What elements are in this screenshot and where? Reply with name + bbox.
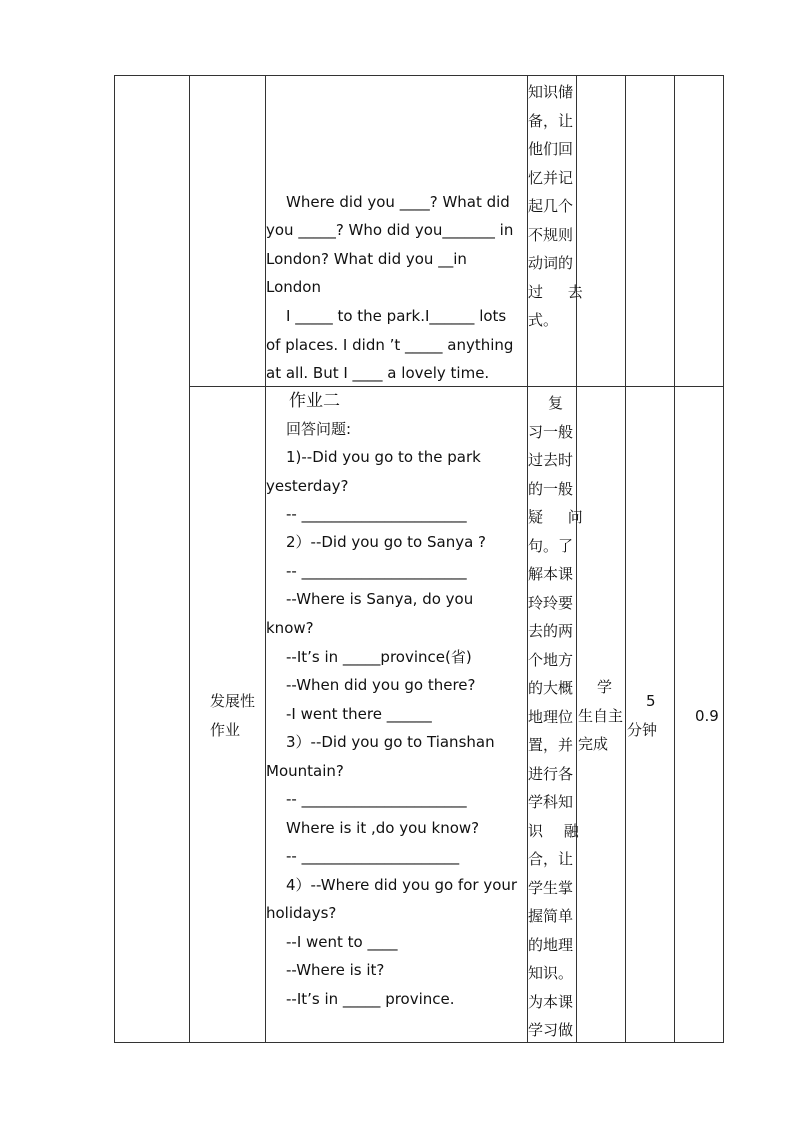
- purpose-line: 学习做: [528, 1021, 574, 1039]
- mode-label: 生自主: [578, 707, 624, 725]
- content-line: I _____ to the park.I______ lots: [286, 307, 507, 325]
- purpose-line: 的大概: [528, 679, 574, 697]
- content-line: Where is it ,do you know?: [286, 819, 480, 837]
- purpose-line: [528, 817, 578, 846]
- purpose-line: 学科知: [528, 793, 574, 811]
- content-line: know?: [266, 619, 314, 637]
- purpose-line: 为本课: [528, 992, 574, 1011]
- content-line: -- ______________________: [286, 505, 467, 523]
- purpose-line: 备，让: [528, 111, 574, 130]
- content-line: -- ______________________: [286, 562, 467, 580]
- purpose-line: 去的两: [528, 622, 574, 640]
- table-border-left: [114, 75, 115, 1043]
- purpose-line: 句。了: [528, 536, 574, 555]
- purpose-line: 地理位: [528, 707, 574, 726]
- purpose-line: 复: [548, 394, 564, 412]
- row2-purpose-cell: [528, 389, 583, 1045]
- purpose-line: 解本课: [528, 565, 574, 583]
- content-line: London: [266, 278, 321, 296]
- purpose-line: 进行各: [528, 764, 574, 783]
- content-line: 4）--Where did you go for your: [286, 876, 518, 894]
- category-label: 作业: [210, 721, 241, 739]
- table-border-right: [723, 75, 724, 1043]
- mode-label: 学: [597, 678, 613, 696]
- row-divider: [189, 386, 724, 387]
- purpose-line: 的一般: [528, 479, 574, 498]
- purpose-line: 过去时: [528, 451, 574, 469]
- purpose-line: 个地方: [528, 650, 574, 669]
- purpose-line: 他们回: [528, 140, 574, 158]
- content-line: Mountain?: [266, 762, 344, 780]
- content-line: holidays?: [266, 904, 337, 922]
- content-line: --I went to ____: [286, 933, 398, 951]
- time-label: 5: [646, 692, 656, 710]
- content-line: yesterday?: [266, 477, 349, 495]
- content-line: -- _____________________: [286, 847, 460, 865]
- content-line: at all. But I ____ a lovely time.: [266, 364, 490, 382]
- table-border-top: [114, 75, 724, 76]
- content-line: London? What did you __in: [266, 250, 467, 268]
- purpose-line: 合，让: [528, 850, 574, 868]
- difficulty-value: 0.9: [695, 707, 719, 725]
- content-line: 2）--Did you go to Sanya ?: [286, 533, 487, 551]
- content-line: of places. I didn ’t _____ anything: [266, 336, 514, 354]
- column-divider: [625, 75, 626, 1043]
- purpose-line: 置，并: [528, 736, 574, 754]
- time-label: 分钟: [627, 721, 658, 739]
- purpose-line: 过 去: [528, 282, 583, 301]
- mode-label: 完成: [578, 735, 609, 753]
- purpose-line: 玲玲要: [528, 593, 574, 612]
- purpose-line: 忆并记: [528, 168, 574, 187]
- content-line: 1)--Did you go to the park: [286, 448, 481, 466]
- content-line: you _____? Who did you_______ in: [266, 221, 514, 239]
- content-line: --When did you go there?: [286, 676, 476, 694]
- content-line: -I went there ______: [286, 705, 432, 723]
- purpose-line: [528, 278, 583, 307]
- purpose-line: 习一般: [528, 422, 574, 441]
- column-divider: [189, 75, 190, 1043]
- content-line: --Where is Sanya, do you: [286, 590, 474, 608]
- content-line: Where did you ____? What did: [286, 193, 510, 211]
- purpose-line: 式。: [528, 311, 559, 329]
- purpose-line: 知识。: [528, 964, 574, 982]
- assignment-title: 作业二: [289, 391, 340, 411]
- row1-purpose-cell: [528, 78, 583, 335]
- purpose-line: 起几个: [528, 197, 574, 215]
- purpose-line: 疑 问: [528, 508, 583, 526]
- purpose-line: 的地理: [528, 935, 574, 954]
- purpose-line: 握简单: [528, 907, 574, 925]
- content-line: -- ______________________: [286, 790, 467, 808]
- purpose-line: 动词的: [528, 254, 574, 272]
- category-label: 发展性: [210, 692, 256, 710]
- table-border-bottom: [114, 1042, 724, 1043]
- content-line: --It’s in _____ province.: [286, 990, 455, 1008]
- purpose-line: [528, 503, 583, 532]
- content-line: --It’s in _____province(省): [286, 648, 472, 666]
- content-line: --Where is it?: [286, 961, 385, 979]
- content-line: 3）--Did you go to Tianshan: [286, 733, 495, 751]
- instruction: 回答问题:: [286, 420, 352, 438]
- purpose-line: 识 融: [528, 821, 579, 840]
- column-divider: [674, 75, 675, 1043]
- purpose-line: 知识储: [528, 83, 574, 101]
- purpose-line: 学生掌: [528, 878, 574, 897]
- purpose-line: 不规则: [528, 225, 574, 244]
